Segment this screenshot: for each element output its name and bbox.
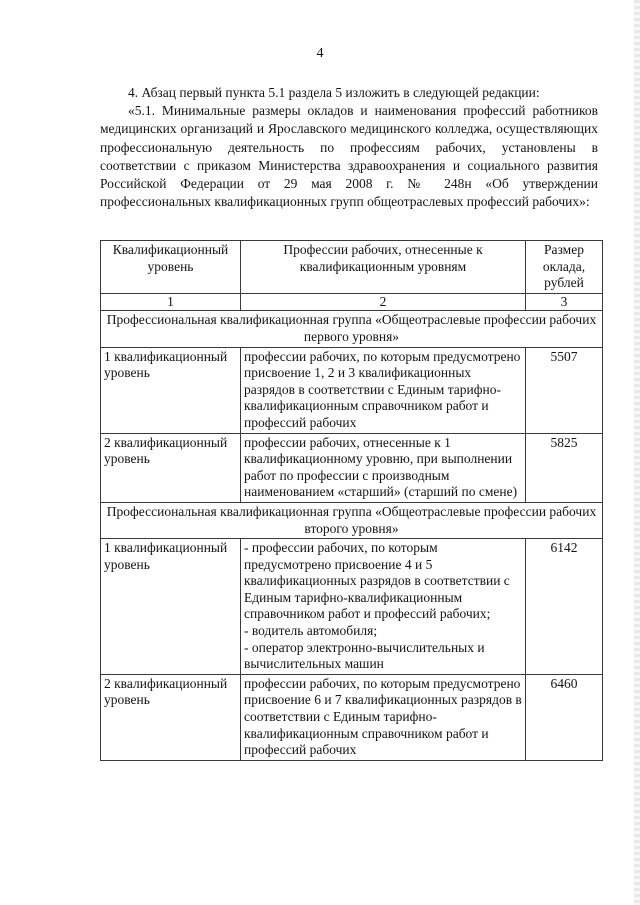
profession-item: - профессии рабочих, по которым предусмотрено присвоение 4 и 5 квалификационных разрядов в соответствии с Единым тарифно-квалификационным справочником работ и профессий рабочих; — [244, 540, 510, 622]
column-number: 2 — [241, 293, 526, 311]
qualification-level: 2 квалификационный уровень — [101, 433, 241, 502]
table-row — [101, 539, 603, 675]
profession-item: - оператор электронно-вычислительных и вычислительных машин — [244, 639, 485, 672]
table-row — [101, 433, 603, 502]
group-title: Профессиональная квалификационная группа «Общеотраслевые профессии рабочих первого уровня» — [101, 311, 603, 347]
salary-amount: 6460 — [526, 674, 603, 760]
group-heading-row — [101, 502, 603, 538]
profession-description: профессии рабочих, по которым предусмотрено присвоение 6 и 7 квалификационных разрядов в соответствии с Единым тарифно-квалификационным справочником работ и профессий рабочих — [241, 674, 526, 760]
profession-description: профессии рабочих, отнесенные к 1 квалификационному уровню, при выполнении работ по профессии с производным наименованием «старший» (старший по смене) — [241, 433, 526, 502]
paragraph-clause-5-1: «5.1. Минимальные размеры окладов и наименования профессий работников медицинских организаций и Ярославского медицинского колледжа, осуществляющих профессиональную деятельность по профессиям рабочих, установлены в соответствии с приказом Министерства здравоохранения и социального развития Российской Федерации от 29 мая 2008 г. № 248н «Об утверждении профессиональных квалификационных групп общеотраслевых профессий рабочих»: — [100, 103, 598, 210]
qualification-level: 2 квалификационный уровень — [101, 674, 241, 760]
salary-amount: 6142 — [526, 539, 603, 675]
header-professions: Профессии рабочих, отнесенные к квалификационным уровням — [241, 241, 526, 294]
column-number: 3 — [526, 293, 603, 311]
column-number: 1 — [101, 293, 241, 311]
table-column-numbers — [101, 293, 603, 311]
profession-description — [241, 539, 526, 675]
salary-amount: 5507 — [526, 347, 603, 433]
group-heading-row — [101, 311, 603, 347]
body-text — [100, 84, 598, 211]
group-title: Профессиональная квалификационная группа «Общеотраслевые профессии рабочих второго уровня» — [101, 502, 603, 538]
qualification-level: 1 квалификационный уровень — [101, 347, 241, 433]
scan-edge — [634, 0, 640, 905]
header-level: Квалификационный уровень — [101, 241, 241, 294]
paragraph-amendment: 4. Абзац первый пункта 5.1 раздела 5 изложить в следующей редакции: — [128, 85, 540, 100]
salary-table — [100, 240, 603, 761]
table-header-row — [101, 241, 603, 294]
page-number: 4 — [316, 46, 324, 61]
salary-amount: 5825 — [526, 433, 603, 502]
table-row — [101, 347, 603, 433]
profession-description: профессии рабочих, по которым предусмотрено присвоение 1, 2 и 3 квалификационных разрядов в соответствии с Единым тарифно-квалификационным справочником работ и профессий рабочих — [241, 347, 526, 433]
profession-item: - водитель автомобиля; — [244, 623, 378, 639]
header-salary: Размер оклада, рублей — [526, 241, 603, 294]
qualification-level: 1 квалификационный уровень — [101, 539, 241, 675]
table-row — [101, 674, 603, 760]
